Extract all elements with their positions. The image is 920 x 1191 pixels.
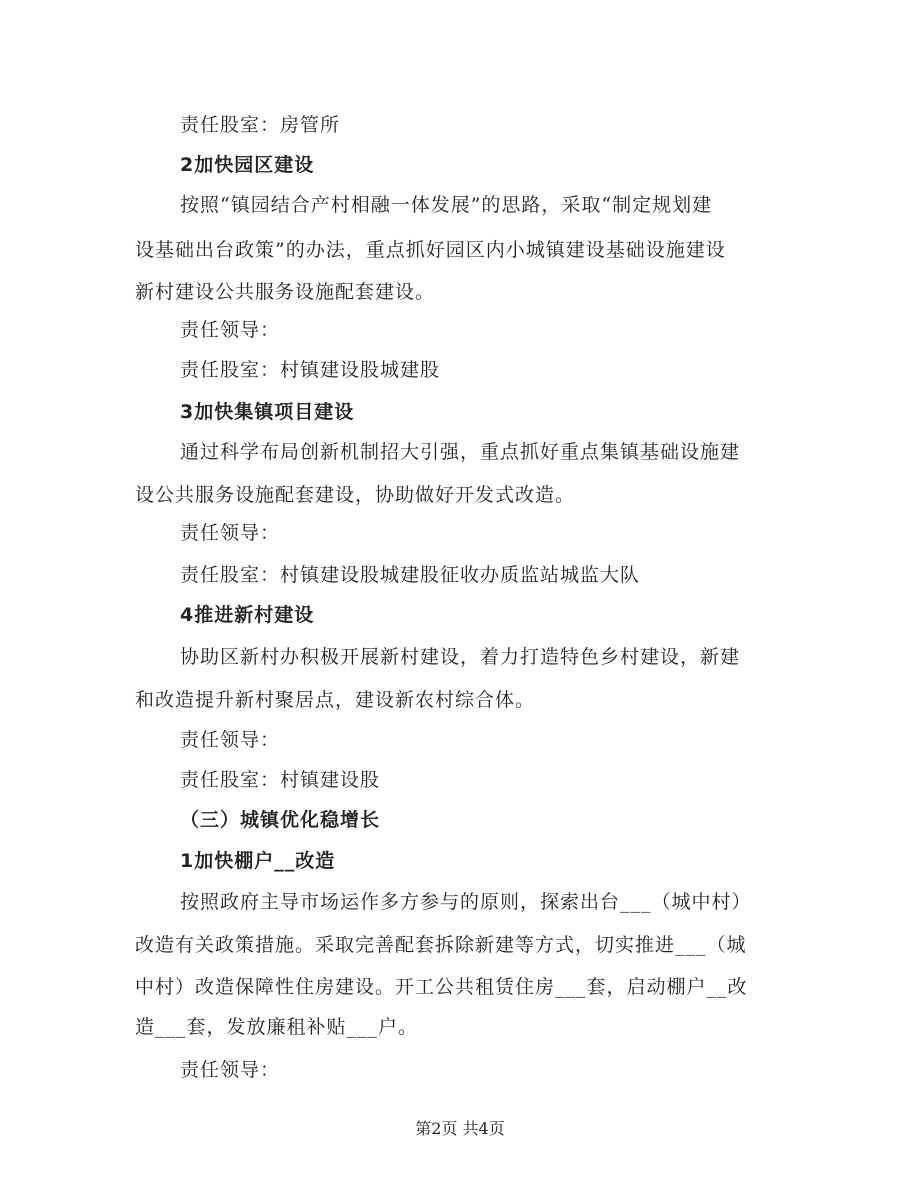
paragraph-line: 新村建设公共服务设施配套建设。: [135, 281, 436, 303]
paragraph-line: 设公共服务设施配套建设，协助做好开发式改造。: [135, 484, 576, 506]
paragraph-line: 责任股室：村镇建设股城建股: [180, 359, 441, 381]
paragraph-line: 责任股室：房管所: [180, 114, 341, 136]
section-heading: 2加快园区建设: [180, 154, 315, 176]
paragraph-line: 责任领导：: [180, 319, 281, 341]
paragraph-line: 协助区新村办积极开展新村建设，着力打造特色乡村建设，新建: [180, 646, 741, 668]
paragraph-line: 责任股室：村镇建设股城建股征收办质监站城监大队: [180, 564, 641, 586]
paragraph-line: 责任股室：村镇建设股: [180, 769, 381, 791]
paragraph-line: 按照“镇园结合产村相融一体发展”的思路，采取“制定规划建: [180, 194, 713, 216]
section-heading: 1加快棚户__改造: [180, 850, 336, 872]
paragraph-line: 按照政府主导市场运作多方参与的原则，探索出台___（城中村）: [180, 891, 752, 913]
paragraph-line: 责任领导：: [180, 1059, 281, 1081]
paragraph-line: 改造有关政策措施。采取完善配套拆除新建等方式，切实推进___（城: [135, 934, 747, 956]
section-heading: 4推进新村建设: [180, 604, 315, 626]
page-number: 第2页 共4页: [415, 1119, 505, 1138]
paragraph-line: 中村）改造保障性住房建设。开工公共租赁住房___套，启动棚户__改: [135, 976, 748, 998]
paragraph-line: 和改造提升新村聚居点，建设新农村综合体。: [135, 689, 536, 711]
paragraph-line: 责任领导：: [180, 729, 281, 751]
paragraph-line: 责任领导：: [180, 522, 281, 544]
paragraph-line: 设基础出台政策”的办法，重点抓好园区内小城镇建设基础设施建设: [135, 239, 726, 261]
paragraph-line: 造___套，发放廉租补贴___户。: [135, 1016, 419, 1038]
section-heading: 3加快集镇项目建设: [180, 401, 355, 423]
paragraph-line: 通过科学布局创新机制招大引强，重点抓好重点集镇基础设施建: [180, 441, 741, 463]
section-heading: （三）城镇优化稳增长: [180, 809, 381, 831]
